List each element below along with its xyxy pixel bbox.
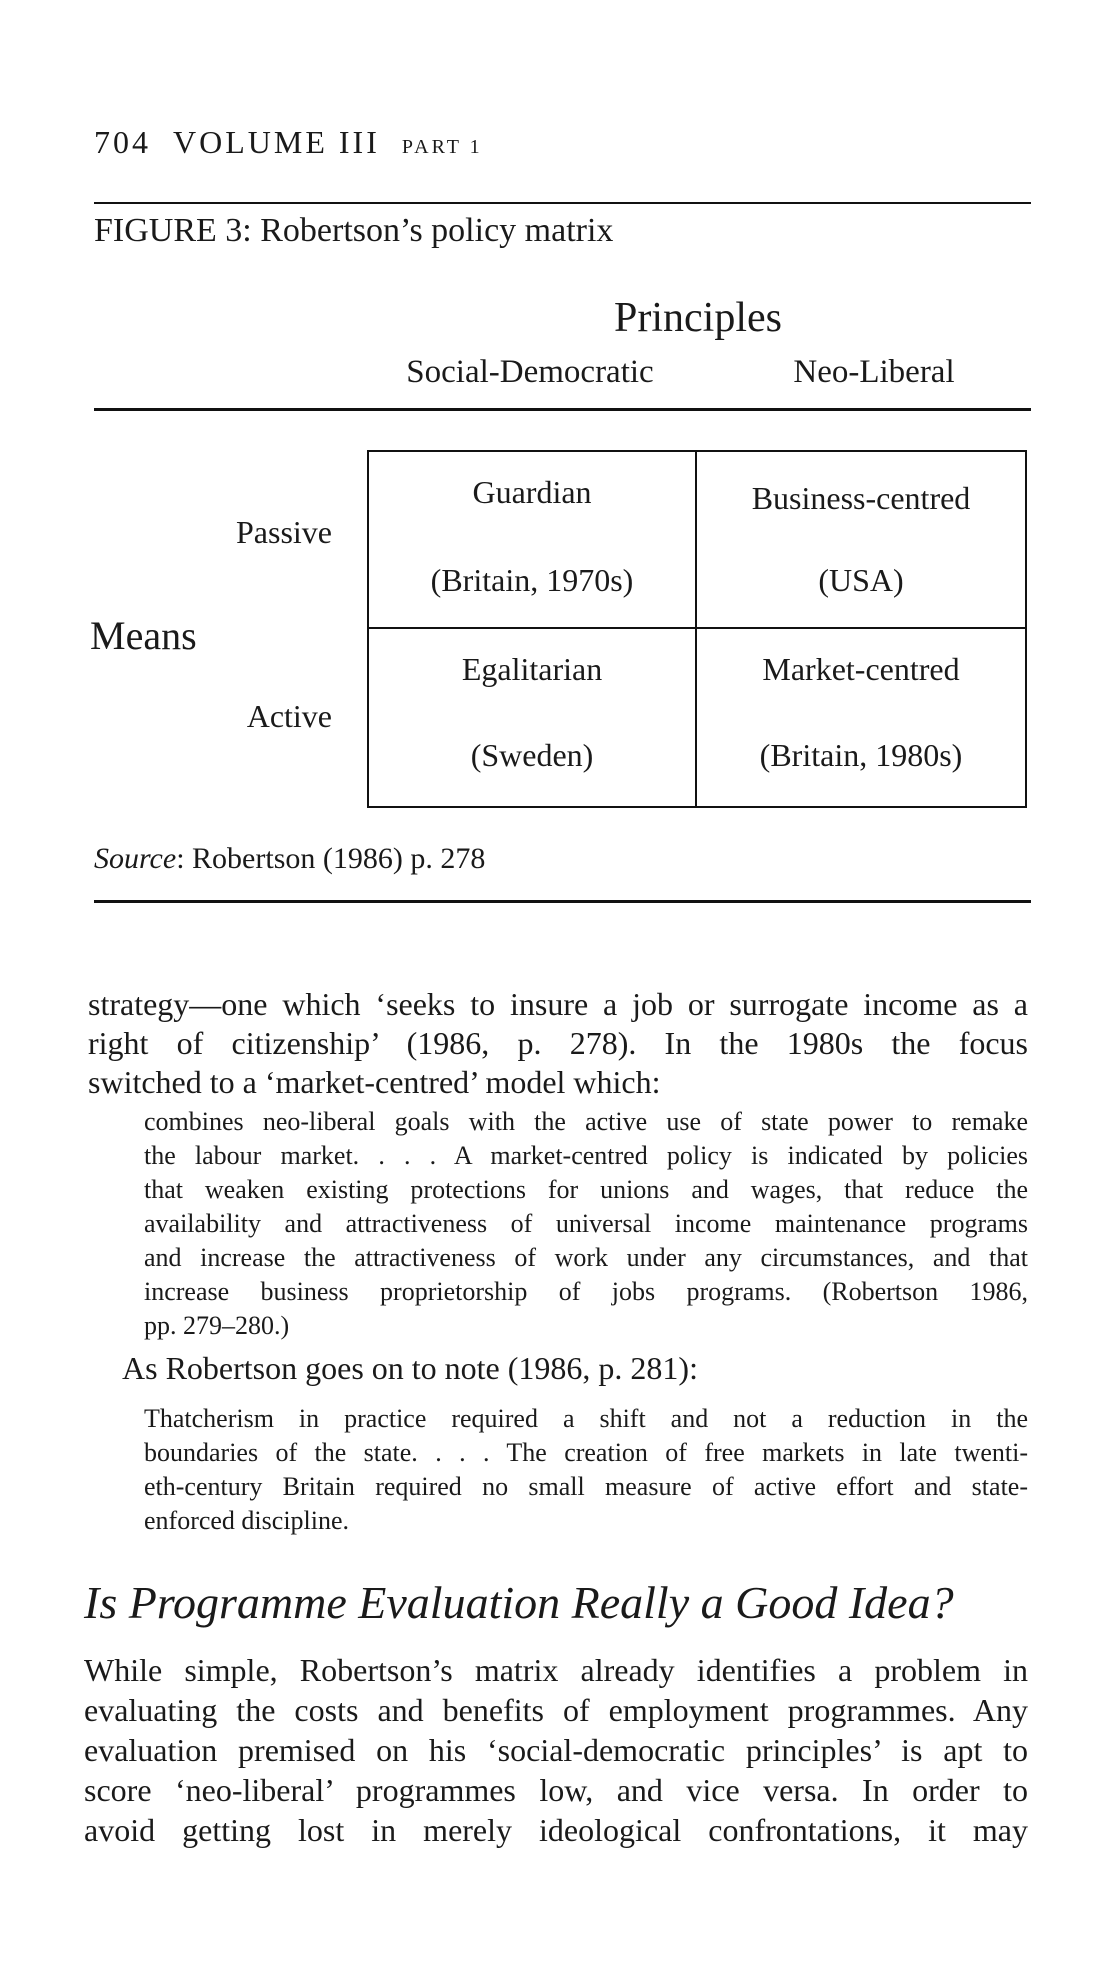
header-divider-rule xyxy=(94,408,1031,411)
body-paragraph-2: As Robertson goes on to note (1986, p. 281): xyxy=(122,1350,698,1386)
part-label: PART 1 xyxy=(401,136,483,158)
quote-line: boundaries of the state. . . . The creation of free markets in late twenti- xyxy=(144,1438,1028,1467)
cell-title: Market-centred xyxy=(762,651,960,687)
cell-example: (Britain, 1970s) xyxy=(430,562,634,598)
source-text: : Robertson (1986) p. 278 xyxy=(176,842,486,875)
figure-top-rule xyxy=(94,202,1031,204)
figure-bottom-rule xyxy=(94,900,1031,903)
cell-example: (USA) xyxy=(818,562,904,598)
column-header-neo-liberal: Neo-Liberal xyxy=(793,354,955,390)
column-header-social-democratic: Social-Democratic xyxy=(406,354,654,390)
text-line: score ‘neo-liberal’ programmes low, and vice versa. In order to xyxy=(84,1772,1028,1808)
row-label-active: Active xyxy=(246,698,332,734)
page-number: 704 xyxy=(94,124,151,160)
volume-label: VOLUME III xyxy=(173,124,380,160)
block-quote-2 xyxy=(144,1402,1028,1538)
quote-line: pp. 279–280.) xyxy=(144,1311,290,1340)
cell-title: Business-centred xyxy=(751,480,971,516)
text-line: evaluation premised on his ‘social-democratic principles’ is apt to xyxy=(84,1732,1028,1768)
quote-line: that weaken existing protections for unions and wages, that reduce the xyxy=(144,1175,1028,1204)
text-line: right of citizenship’ (1986, p. 278). In the 1980s the focus xyxy=(88,1025,1028,1061)
text-line: strategy—one which ‘seeks to insure a job or surrogate income as a xyxy=(88,986,1028,1022)
running-header xyxy=(94,124,483,161)
policy-matrix xyxy=(367,450,1027,808)
means-label: Means xyxy=(90,613,197,658)
quote-line: availability and attractiveness of universal income maintenance programs xyxy=(144,1209,1028,1238)
quote-line: combines neo-liberal goals with the active use of state power to remake xyxy=(144,1107,1028,1136)
section-heading: Is Programme Evaluation Really a Good Idea? xyxy=(84,1577,954,1628)
quote-line: enforced discipline. xyxy=(144,1506,350,1535)
matrix-cell-market-centred xyxy=(697,629,1025,806)
cell-example: (Britain, 1980s) xyxy=(759,737,963,773)
figure-caption: FIGURE 3: Robertson’s policy matrix xyxy=(94,212,614,249)
text-line: switched to a ‘market-centred’ model which: xyxy=(88,1064,661,1100)
quote-line: the labour market. . . . A market-centred policy is indicated by policies xyxy=(144,1141,1028,1170)
matrix-cell-business-centred xyxy=(697,452,1025,629)
figure-source xyxy=(94,842,485,876)
quote-line: and increase the attractiveness of work under any circumstances, and that xyxy=(144,1243,1028,1272)
quote-line: eth-century Britain required no small measure of active effort and state- xyxy=(144,1472,1028,1501)
text-line: evaluating the costs and benefits of employment programmes. Any xyxy=(84,1692,1028,1728)
row-label-passive: Passive xyxy=(236,514,332,550)
text-line: While simple, Robertson’s matrix already identifies a problem in xyxy=(84,1652,1028,1688)
matrix-cell-guardian xyxy=(369,452,697,629)
principles-heading: Principles xyxy=(614,295,782,341)
cell-example: (Sweden) xyxy=(470,737,594,773)
matrix-cell-egalitarian xyxy=(369,629,697,806)
text-line: avoid getting lost in merely ideological confrontations, it may xyxy=(84,1812,1028,1848)
quote-line: increase business proprietorship of jobs programs. (Robertson 1986, xyxy=(144,1277,1028,1306)
quote-line: Thatcherism in practice required a shift and not a reduction in the xyxy=(144,1404,1028,1433)
body-paragraph-1 xyxy=(88,985,1028,1102)
cell-title: Egalitarian xyxy=(461,651,603,687)
cell-title: Guardian xyxy=(472,474,592,510)
body-paragraph-3 xyxy=(84,1650,1028,1850)
block-quote-1 xyxy=(144,1105,1028,1343)
source-label: Source xyxy=(94,842,177,875)
